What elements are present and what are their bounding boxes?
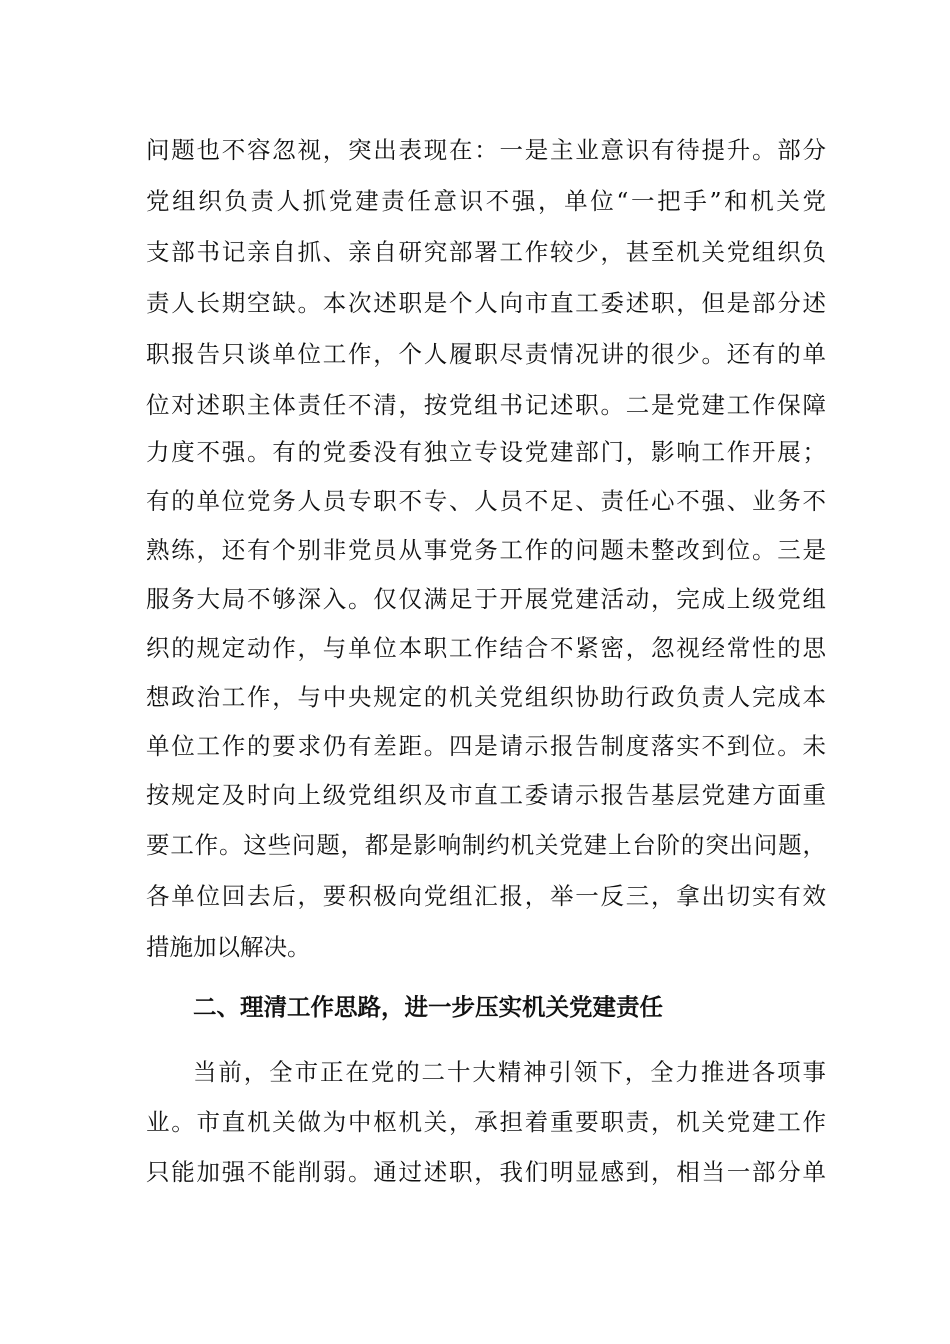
paragraph-line: 当前，全市正在党的二十大精神引领下，全力推进各项事 bbox=[193, 1058, 826, 1086]
paragraph-line: 想政治工作，与中央规定的机关党组织协助行政负责人完成本 bbox=[146, 683, 826, 711]
paragraph-line: 要工作。这些问题，都是影响制约机关党建上台阶的突出问题， bbox=[146, 831, 826, 859]
paragraph-line: 织的规定动作，与单位本职工作结合不紧密，忽视经常性的思 bbox=[146, 634, 826, 662]
paragraph-line: 单位工作的要求仍有差距。四是请示报告制度落实不到位。未 bbox=[146, 732, 826, 760]
paragraph-line: 力度不强。有的党委没有独立专设党建部门，影响工作开展； bbox=[146, 438, 826, 466]
paragraph-line: 按规定及时向上级党组织及市直工委请示报告基层党建方面重 bbox=[146, 781, 826, 809]
paragraph-line: 党组织负责人抓党建责任意识不强，单位“一把手”和机关党 bbox=[146, 187, 826, 215]
paragraph-line: 服务大局不够深入。仅仅满足于开展党建活动，完成上级党组 bbox=[146, 585, 826, 613]
paragraph-line: 职报告只谈单位工作，个人履职尽责情况讲的很少。还有的单 bbox=[146, 340, 826, 368]
paragraph-line: 责人长期空缺。本次述职是个人向市直工委述职，但是部分述 bbox=[146, 289, 826, 317]
paragraph-line: 各单位回去后，要积极向党组汇报，举一反三，拿出切实有效 bbox=[146, 882, 826, 910]
paragraph-line: 问题也不容忽视，突出表现在：一是主业意识有待提升。部分 bbox=[146, 136, 826, 164]
paragraph-line: 只能加强不能削弱。通过述职，我们明显感到，相当一部分单 bbox=[146, 1158, 826, 1186]
section-heading: 二、理清工作思路，进一步压实机关党建责任 bbox=[193, 993, 663, 1021]
paragraph-line: 熟练，还有个别非党员从事党务工作的问题未整改到位。三是 bbox=[146, 536, 826, 564]
paragraph-line: 业。市直机关做为中枢机关，承担着重要职责，机关党建工作 bbox=[146, 1108, 826, 1136]
paragraph-line: 有的单位党务人员专职不专、人员不足、责任心不强、业务不 bbox=[146, 487, 826, 515]
paragraph-line: 支部书记亲自抓、亲自研究部署工作较少，甚至机关党组织负 bbox=[146, 238, 826, 266]
paragraph-line: 位对述职主体责任不清，按党组书记述职。二是党建工作保障 bbox=[146, 391, 826, 419]
paragraph-line: 措施加以解决。 bbox=[146, 933, 311, 961]
